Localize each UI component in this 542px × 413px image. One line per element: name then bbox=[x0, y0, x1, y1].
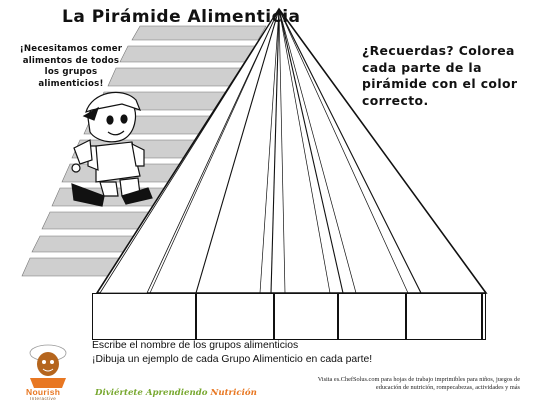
answer-box-5[interactable] bbox=[406, 293, 482, 340]
instruction-note: ¿Recuerdas? Colorea cada parte de la pirámide con el color correcto. bbox=[362, 43, 518, 108]
chef-mascot-logo bbox=[30, 345, 66, 388]
answer-box-4[interactable] bbox=[338, 293, 406, 340]
answer-box-6[interactable] bbox=[482, 293, 486, 340]
answer-box-3[interactable] bbox=[274, 293, 338, 340]
slogan-part-2: Nutrición bbox=[210, 388, 257, 398]
page-title: La Pirámide Alimenticia bbox=[62, 7, 301, 27]
answer-boxes bbox=[92, 293, 486, 341]
logo-name: Nourish bbox=[26, 387, 61, 397]
instruction-line-2: ¡Dibuja un ejemplo de cada Grupo Alimenticio en cada parte! bbox=[92, 354, 373, 365]
footer-text: Visita es.ChefSolus.com para hojas de trabajo imprimibles para niños, juegos de educación de nutrición, rompecabezas, actividades y más bbox=[317, 376, 520, 391]
slogan-part-1: Diviértete Aprendiendo bbox=[95, 388, 211, 398]
answer-box-2[interactable] bbox=[196, 293, 274, 340]
instruction-line-1: Escribe el nombre de los grupos alimenticios bbox=[92, 340, 299, 351]
answer-box-1[interactable] bbox=[92, 293, 196, 340]
speech-note: ¡Necesitamos comer alimentos de todos los grupos alimenticios! bbox=[19, 44, 123, 89]
logo-subtitle: Interactive bbox=[30, 396, 57, 401]
slogan bbox=[95, 388, 257, 398]
